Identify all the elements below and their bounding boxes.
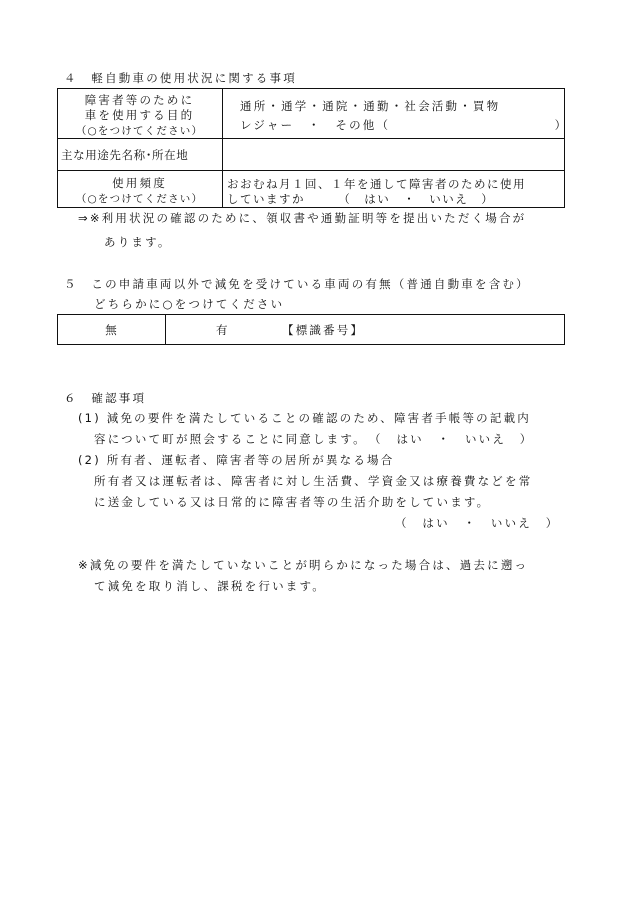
section5-subheading: どちらかに○をつけてください	[94, 297, 285, 311]
option-none[interactable]: 無	[105, 323, 117, 337]
item1-line1: (1) 減免の要件を満たしていることの確認のため、障害者手帳等の記載内	[78, 411, 531, 425]
destination-label: 主な用途先名称･所在地	[61, 148, 189, 162]
footnote-line2: て減免を取り消し、課税を行います。	[94, 579, 326, 593]
frequency-label: 使用頻度	[112, 176, 167, 190]
option-yes[interactable]: 有	[216, 323, 228, 337]
usage-note-line2: あります。	[104, 235, 172, 249]
frequency-question-line2[interactable]: していますか （ はい ・ いいえ ）	[227, 192, 495, 206]
frequency-question-line1: おおむね月１回、１年を通して障害者のために使用	[227, 177, 526, 191]
section6-heading: ６ 確認事項	[64, 391, 147, 405]
item2-line2: 所有者又は運転者は、障害者に対し生活費、学資金又は療養費などを常	[94, 474, 533, 488]
purpose-label-line2: 車を使用する目的	[84, 108, 195, 122]
plate-number-label: 【標識番号】	[282, 323, 365, 337]
purpose-options-line2[interactable]: レジャー ・ その他（ ）	[240, 118, 569, 132]
item1-line2[interactable]: 容について町が照会することに同意します。 （ はい ・ いいえ ）	[94, 432, 534, 446]
frequency-label-note: （○をつけてください）	[75, 193, 204, 205]
usage-note-line1: ⇒※利用状況の確認のために、領収書や通勤証明等を提出いただく場合が	[78, 211, 527, 225]
item2-line1: (2) 所有者、運転者、障害者等の居所が異なる場合	[78, 453, 395, 467]
purpose-label-line1: 障害者等のために	[84, 93, 195, 107]
section5-heading: ５ この申請車両以外で減免を受けている車両の有無（普通自動車を含む）	[64, 277, 530, 291]
purpose-options-line1[interactable]: 通所・通学・通院・通勤・社会活動・買物	[240, 99, 501, 113]
item2-line3: に送金している又は日常的に障害者等の生活介助をしています。	[94, 495, 491, 509]
item2-answer[interactable]: （ はい ・ いいえ ）	[395, 516, 560, 530]
purpose-label-note: （○をつけてください）	[75, 125, 204, 137]
footnote-line1: ※減免の要件を満たしていないことが明らかになった場合は、過去に遡っ	[78, 558, 529, 572]
section4-heading: ４ 軽自動車の使用状況に関する事項	[64, 71, 297, 85]
